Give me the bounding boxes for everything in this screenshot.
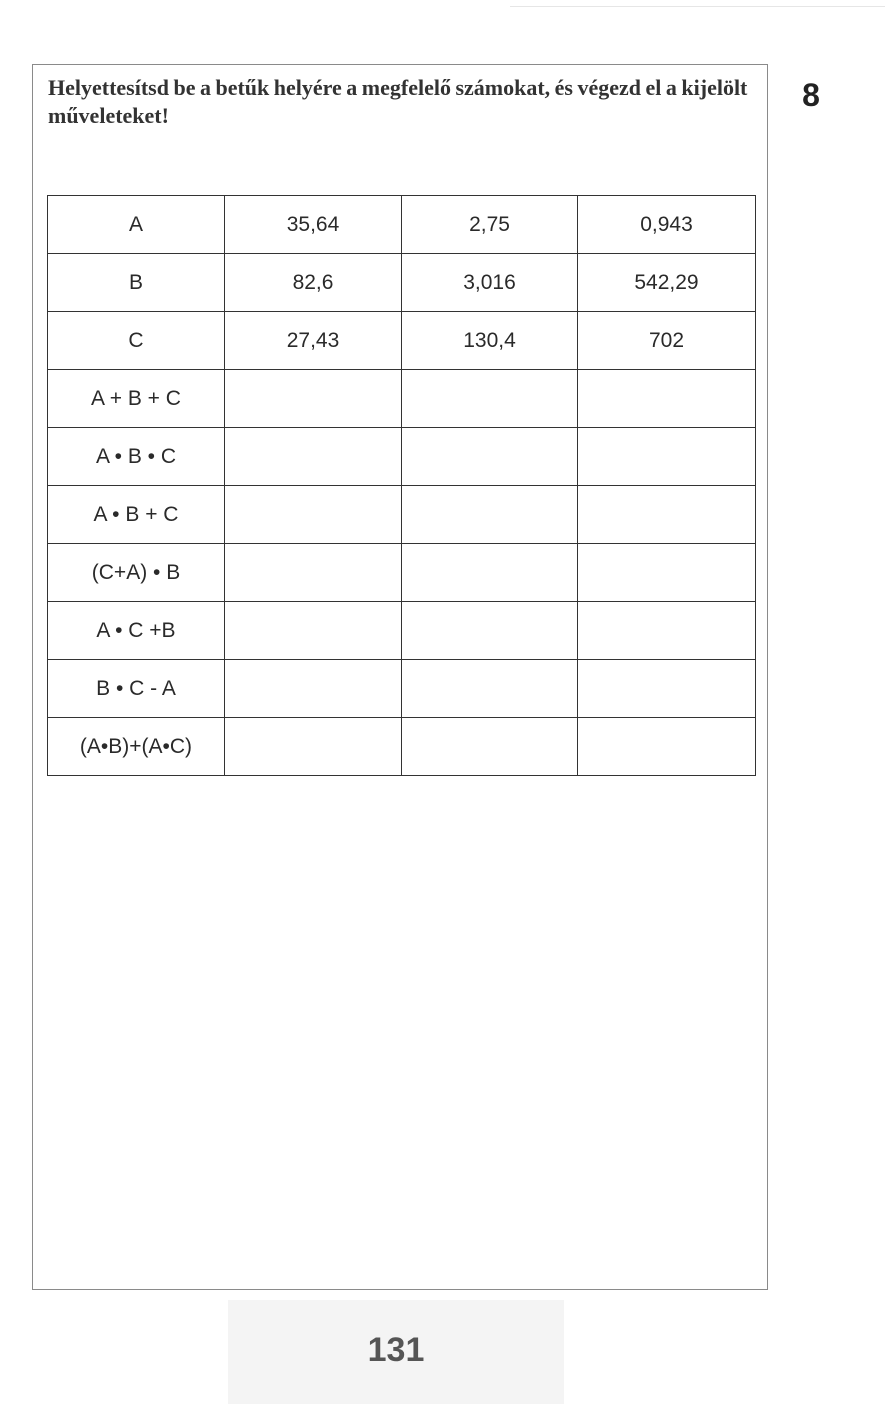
table-row-ca-times-b bbox=[48, 544, 756, 602]
value-cell: 3,016 bbox=[402, 254, 578, 312]
value-cell: 27,43 bbox=[225, 312, 402, 370]
exercise-table bbox=[47, 195, 756, 776]
row-label: A + B + C bbox=[48, 370, 225, 428]
value-cell: 542,29 bbox=[578, 254, 756, 312]
answer-cell[interactable] bbox=[225, 486, 402, 544]
row-label: A • B + C bbox=[48, 486, 225, 544]
row-label: C bbox=[48, 312, 225, 370]
answer-cell[interactable] bbox=[578, 486, 756, 544]
value-cell: 35,64 bbox=[225, 196, 402, 254]
table-row-b bbox=[48, 254, 756, 312]
answer-cell[interactable] bbox=[578, 602, 756, 660]
answer-cell[interactable] bbox=[578, 660, 756, 718]
answer-cell[interactable] bbox=[402, 370, 578, 428]
row-label: A bbox=[48, 196, 225, 254]
answer-cell[interactable] bbox=[402, 660, 578, 718]
value-cell: 702 bbox=[578, 312, 756, 370]
answer-cell[interactable] bbox=[225, 428, 402, 486]
value-cell: 0,943 bbox=[578, 196, 756, 254]
table-row-a bbox=[48, 196, 756, 254]
page-number: 131 bbox=[367, 1331, 425, 1369]
answer-cell[interactable] bbox=[225, 544, 402, 602]
answer-cell[interactable] bbox=[578, 718, 756, 776]
answer-cell[interactable] bbox=[225, 660, 402, 718]
answer-cell[interactable] bbox=[578, 370, 756, 428]
value-cell: 130,4 bbox=[402, 312, 578, 370]
page-top-edge bbox=[510, 6, 885, 7]
table-row-product bbox=[48, 428, 756, 486]
answer-cell[interactable] bbox=[578, 544, 756, 602]
row-label: B • C - A bbox=[48, 660, 225, 718]
row-label: (C+A) • B bbox=[48, 544, 225, 602]
answer-cell[interactable] bbox=[402, 486, 578, 544]
table-row-sum bbox=[48, 370, 756, 428]
chapter-number: 8 bbox=[802, 77, 820, 113]
row-label: A • C +B bbox=[48, 602, 225, 660]
exercise-instruction: Helyettesítsd be a betűk helyére a megfelelő számokat, és végezd el a kijelölt műveleteket! bbox=[48, 75, 748, 128]
answer-cell[interactable] bbox=[578, 428, 756, 486]
row-label: B bbox=[48, 254, 225, 312]
table-row-bc-minus-a bbox=[48, 660, 756, 718]
table-row-ac-plus-b bbox=[48, 602, 756, 660]
row-label: A • B • C bbox=[48, 428, 225, 486]
value-cell: 82,6 bbox=[225, 254, 402, 312]
answer-cell[interactable] bbox=[225, 370, 402, 428]
row-label: (A•B)+(A•C) bbox=[48, 718, 225, 776]
table-row-ab-plus-ac bbox=[48, 718, 756, 776]
answer-cell[interactable] bbox=[402, 544, 578, 602]
answer-cell[interactable] bbox=[402, 428, 578, 486]
answer-cell[interactable] bbox=[225, 602, 402, 660]
table-row-ab-plus-c bbox=[48, 486, 756, 544]
value-cell: 2,75 bbox=[402, 196, 578, 254]
answer-cell[interactable] bbox=[402, 602, 578, 660]
answer-cell[interactable] bbox=[225, 718, 402, 776]
table-row-c bbox=[48, 312, 756, 370]
answer-cell[interactable] bbox=[402, 718, 578, 776]
